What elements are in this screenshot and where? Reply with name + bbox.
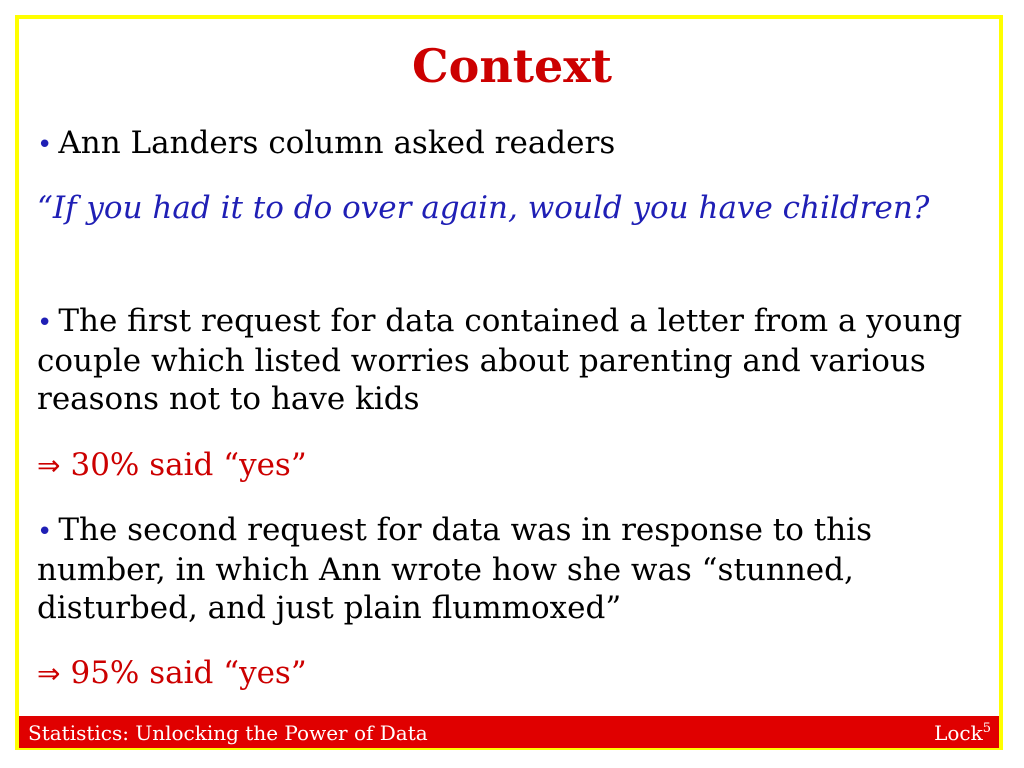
bullet-icon: • [37, 130, 53, 160]
footer-author [934, 720, 991, 746]
implies-arrow-icon: ⇒ [37, 657, 61, 690]
result-text: 30% said “yes” [70, 447, 307, 483]
bullet-first-request [37, 302, 977, 418]
survey-question: “If you had it to do over again, would you have children? [37, 190, 930, 226]
result-second-request [37, 654, 977, 693]
footer-author-superscript: 5 [982, 721, 991, 736]
bullet-text: The second request for data was in response to this number, in which Ann wrote how she was “stunned, disturbed, and just plain flummoxed” [37, 512, 872, 626]
result-first-request [37, 446, 977, 485]
bullet-second-request [37, 511, 977, 627]
implies-arrow-icon: ⇒ [37, 449, 61, 482]
footer-book-title: Statistics: Unlocking the Power of Data [28, 721, 428, 745]
bullet-ann-landers [37, 124, 977, 164]
bullet-text: The first request for data contained a letter from a young couple which listed worries about parenting and various reasons not to have kids [37, 303, 963, 417]
result-text: 95% said “yes” [70, 655, 307, 691]
footer-author-name: Lock [934, 721, 983, 745]
footer-bar [19, 716, 999, 748]
bullet-text: Ann Landers column asked readers [58, 125, 616, 161]
bullet-icon: • [37, 517, 53, 547]
slide-title: Context [412, 39, 612, 93]
bullet-icon: • [37, 308, 53, 338]
